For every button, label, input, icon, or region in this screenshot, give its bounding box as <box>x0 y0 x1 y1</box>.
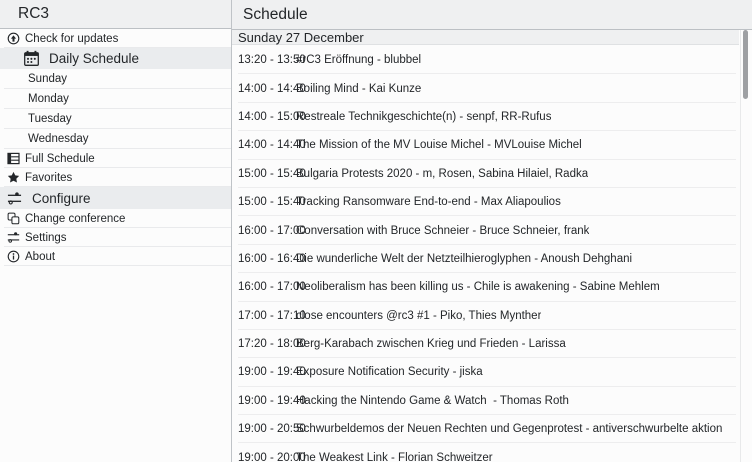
event-time: 16:00 - 17:00 <box>238 224 306 237</box>
event-title: #rC3 Eröffnung - blubbel <box>296 54 422 67</box>
app-title <box>0 0 231 29</box>
day-section-label: Sunday 27 December <box>238 29 364 45</box>
event-row[interactable] <box>232 273 740 301</box>
event-time: 17:00 - 17:10 <box>238 309 306 322</box>
sidebar-item-favorites[interactable] <box>0 168 231 187</box>
event-title: Bulgaria Protests 2020 - m, Rosen, Sabina Hilaiel, Radka <box>296 167 589 180</box>
sidebar-item-label: Daily Schedule <box>49 51 140 66</box>
event-time: 14:00 - 15:00 <box>238 110 306 123</box>
sidebar-item-wednesday[interactable] <box>0 129 231 149</box>
event-title: Berg-Karabach zwischen Krieg und Frieden - Larissa <box>296 338 566 351</box>
scrollbar-handle[interactable] <box>743 30 748 99</box>
event-title: Die wunderliche Welt der Netzteilhieroglyphen - Anoush Dehghani <box>296 252 633 265</box>
event-row[interactable] <box>232 46 740 74</box>
event-row[interactable] <box>232 302 740 330</box>
app-title-text: RC3 <box>18 5 50 22</box>
sidebar-item-label: Sunday <box>28 73 68 85</box>
event-row[interactable] <box>232 74 740 102</box>
event-title: Hacking the Nintendo Game & Watch - Thomas Roth <box>296 394 569 407</box>
sidebar-item-daily-schedule[interactable] <box>0 48 231 69</box>
event-time: 15:00 - 15:40 <box>238 196 306 209</box>
event-time: 19:00 - 19:40 <box>238 366 306 379</box>
event-time: 14:00 - 14:40 <box>238 139 306 152</box>
event-row[interactable] <box>232 160 740 188</box>
sidebar-item-label: Tuesday <box>28 113 72 125</box>
sidebar-item-configure[interactable] <box>0 187 231 209</box>
event-row[interactable] <box>232 103 740 131</box>
calendar-icon <box>23 50 40 67</box>
event-title: Schwurbeldemos der Neuen Rechten und Gegenprotest - antiverschwurbelte aktion <box>296 423 723 436</box>
page-header <box>232 0 752 30</box>
sidebar-item-tuesday[interactable] <box>0 109 231 129</box>
event-time: 14:00 - 14:40 <box>238 82 306 95</box>
info-icon <box>7 250 20 264</box>
event-time: 19:00 - 20:50 <box>238 423 306 436</box>
event-title: Conversation with Bruce Schneier - Bruce Schneier, frank <box>296 224 590 237</box>
sidebar-item-change-conference[interactable] <box>0 209 231 228</box>
sidebar-item-full-schedule[interactable] <box>0 149 231 168</box>
sidebar-item-label: Full Schedule <box>25 152 95 165</box>
sidebar-item-label: About <box>25 250 56 263</box>
day-section-header <box>232 30 739 45</box>
event-time: 16:00 - 16:40 <box>238 252 306 265</box>
event-list <box>232 46 740 462</box>
sidebar-item-check-for-updates[interactable] <box>0 29 231 48</box>
event-title: Boiling Mind - Kai Kunze <box>296 82 422 95</box>
event-title: The Mission of the MV Louise Michel - MVLouise Michel <box>296 139 582 152</box>
event-time: 13:20 - 13:50 <box>238 54 306 67</box>
sidebar-item-label: Favorites <box>25 171 73 184</box>
sidebar-item-label: Change conference <box>25 212 126 225</box>
sidebar <box>0 0 232 462</box>
update-icon <box>7 32 20 46</box>
event-time: 15:00 - 15:40 <box>238 167 306 180</box>
sidebar-item-label: Wednesday <box>28 133 89 145</box>
event-row[interactable] <box>232 415 740 443</box>
event-time: 19:00 - 19:40 <box>238 394 306 407</box>
event-row[interactable] <box>232 188 740 216</box>
event-row[interactable] <box>232 216 740 244</box>
sidebar-item-label: Settings <box>25 231 67 244</box>
table-icon <box>7 152 20 166</box>
sliders-icon <box>6 190 23 207</box>
main-panel <box>232 0 752 462</box>
event-title: Tracking Ransomware End-to-end - Max Aliapoulios <box>296 196 561 209</box>
sliders-icon <box>7 231 20 245</box>
star-icon <box>7 171 20 185</box>
event-title: Restreale Technikgeschichte(n) - senpf, RR-Rufus <box>296 110 552 123</box>
sidebar-item-label: Configure <box>32 190 91 206</box>
event-row[interactable] <box>232 358 740 386</box>
sidebar-list <box>0 29 231 266</box>
event-row[interactable] <box>232 330 740 358</box>
sidebar-item-settings[interactable] <box>0 228 231 247</box>
event-row[interactable] <box>232 245 740 273</box>
event-title: Neoliberalism has been killing us - Chile is awakening - Sabine Mehlem <box>296 281 660 294</box>
swap-icon <box>7 212 20 226</box>
event-row[interactable] <box>232 443 740 462</box>
event-time: 17:20 - 18:00 <box>238 338 306 351</box>
sidebar-item-label: Monday <box>28 93 69 105</box>
separator <box>4 265 231 266</box>
sidebar-item-about[interactable] <box>0 247 231 266</box>
event-title: close encounters @rc3 #1 - Piko, Thies Mynther <box>296 309 542 322</box>
sidebar-item-monday[interactable] <box>0 89 231 109</box>
sidebar-item-label: Check for updates <box>25 32 119 45</box>
event-time: 19:00 - 20:00 <box>238 451 306 462</box>
scrollbar-track[interactable] <box>740 30 752 462</box>
page-title: Schedule <box>243 5 308 23</box>
event-title: Exposure Notification Security - jiska <box>296 366 483 379</box>
event-row[interactable] <box>232 387 740 415</box>
event-row[interactable] <box>232 131 740 159</box>
sidebar-item-sunday[interactable] <box>0 69 231 89</box>
event-title: The Weakest Link - Florian Schweitzer <box>296 451 493 462</box>
event-time: 16:00 - 17:00 <box>238 281 306 294</box>
